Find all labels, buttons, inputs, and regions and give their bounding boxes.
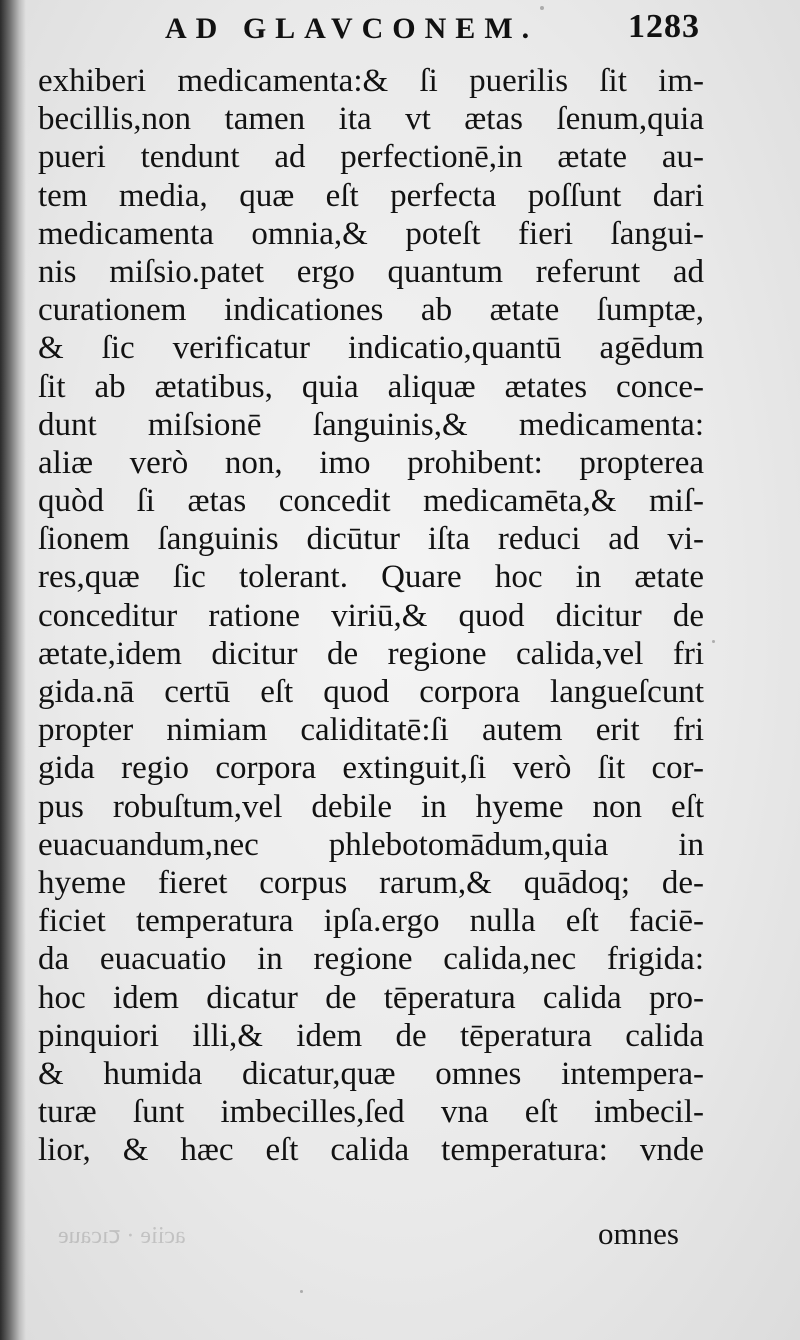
body-text	[38, 62, 704, 1169]
text-line: da euacuatio in regione calida,nec frigida:	[38, 941, 704, 978]
text-line: nis miſsio.patet ergo quantum referunt ad	[38, 253, 704, 290]
text-line: euacuandum,nec phlebotomādum,quia in	[38, 826, 704, 863]
paper-speck	[540, 6, 544, 10]
text-line: quòd ſi ætas concedit medicamēta,& miſ-	[38, 483, 704, 520]
text-line: ſit ab ætatibus, quia aliquæ ætates conce-	[38, 368, 704, 405]
paper-speck	[300, 1290, 303, 1293]
text-line: tem media, quæ eſt perfecta poſſunt dari	[38, 177, 704, 214]
text-line: ſionem ſanguinis dicūtur iſta reduci ad vi-	[38, 521, 704, 558]
binding-gutter-shadow	[0, 0, 26, 1340]
text-line: becillis,non tamen ita vt ætas ſenum,quia	[38, 101, 704, 138]
text-line: & ſic verificatur indicatio,quantū agēdum	[38, 330, 704, 367]
text-line: pinquiori illi,& idem de tēperatura calida	[38, 1017, 704, 1054]
show-through-bleed: aciie · ꞇıcaue	[58, 1223, 186, 1249]
text-line: propter nimiam caliditatē:ſi autem erit fri	[38, 712, 704, 749]
catchword: omnes	[598, 1216, 679, 1251]
text-line: curationem indicationes ab ætate ſumptæ,	[38, 292, 704, 329]
text-line: dunt miſsionē ſanguinis,& medicamenta:	[38, 406, 704, 443]
text-line: & humida dicatur,quæ omnes intempera-	[38, 1055, 704, 1092]
text-line: gida regio corpora extinguit,ſi verò ſit cor-	[38, 750, 704, 787]
text-line: aliæ verò non, imo prohibent: propterea	[38, 444, 704, 481]
text-line: pus robuſtum,vel debile in hyeme non eſt	[38, 788, 704, 825]
text-line: turæ ſunt imbecilles,ſed vna eſt imbecil-	[38, 1094, 704, 1131]
text-line: res,quæ ſic tolerant. Quare hoc in ætate	[38, 559, 704, 596]
text-line: gida.nā certū eſt quod corpora langueſcunt	[38, 674, 704, 710]
running-head	[0, 4, 800, 56]
text-line: exhiberi medicamenta:& ſi puerilis ſit im-	[38, 63, 704, 99]
text-line: ficiet temperatura ipſa.ergo nulla eſt faciē-	[38, 903, 704, 940]
text-line: pueri tendunt ad perfectionē,in ætate au-	[38, 139, 704, 176]
text-line: ætate,idem dicitur de regione calida,vel fri	[38, 635, 704, 672]
paper-speck	[712, 640, 715, 643]
text-line: conceditur ratione viriū,& quod dicitur de	[38, 597, 704, 634]
page-number: 1283	[628, 8, 700, 45]
running-title: AD GLAVCONEM.	[165, 12, 539, 45]
text-line: hyeme fieret corpus rarum,& quādoq; de-	[38, 864, 704, 901]
text-line: hoc idem dicatur de tēperatura calida pro-	[38, 979, 704, 1016]
text-line: medicamenta omnia,& poteſt fieri ſangui-	[38, 215, 704, 252]
text-line: lior, & hæc eſt calida temperatura: vnde	[38, 1132, 704, 1169]
